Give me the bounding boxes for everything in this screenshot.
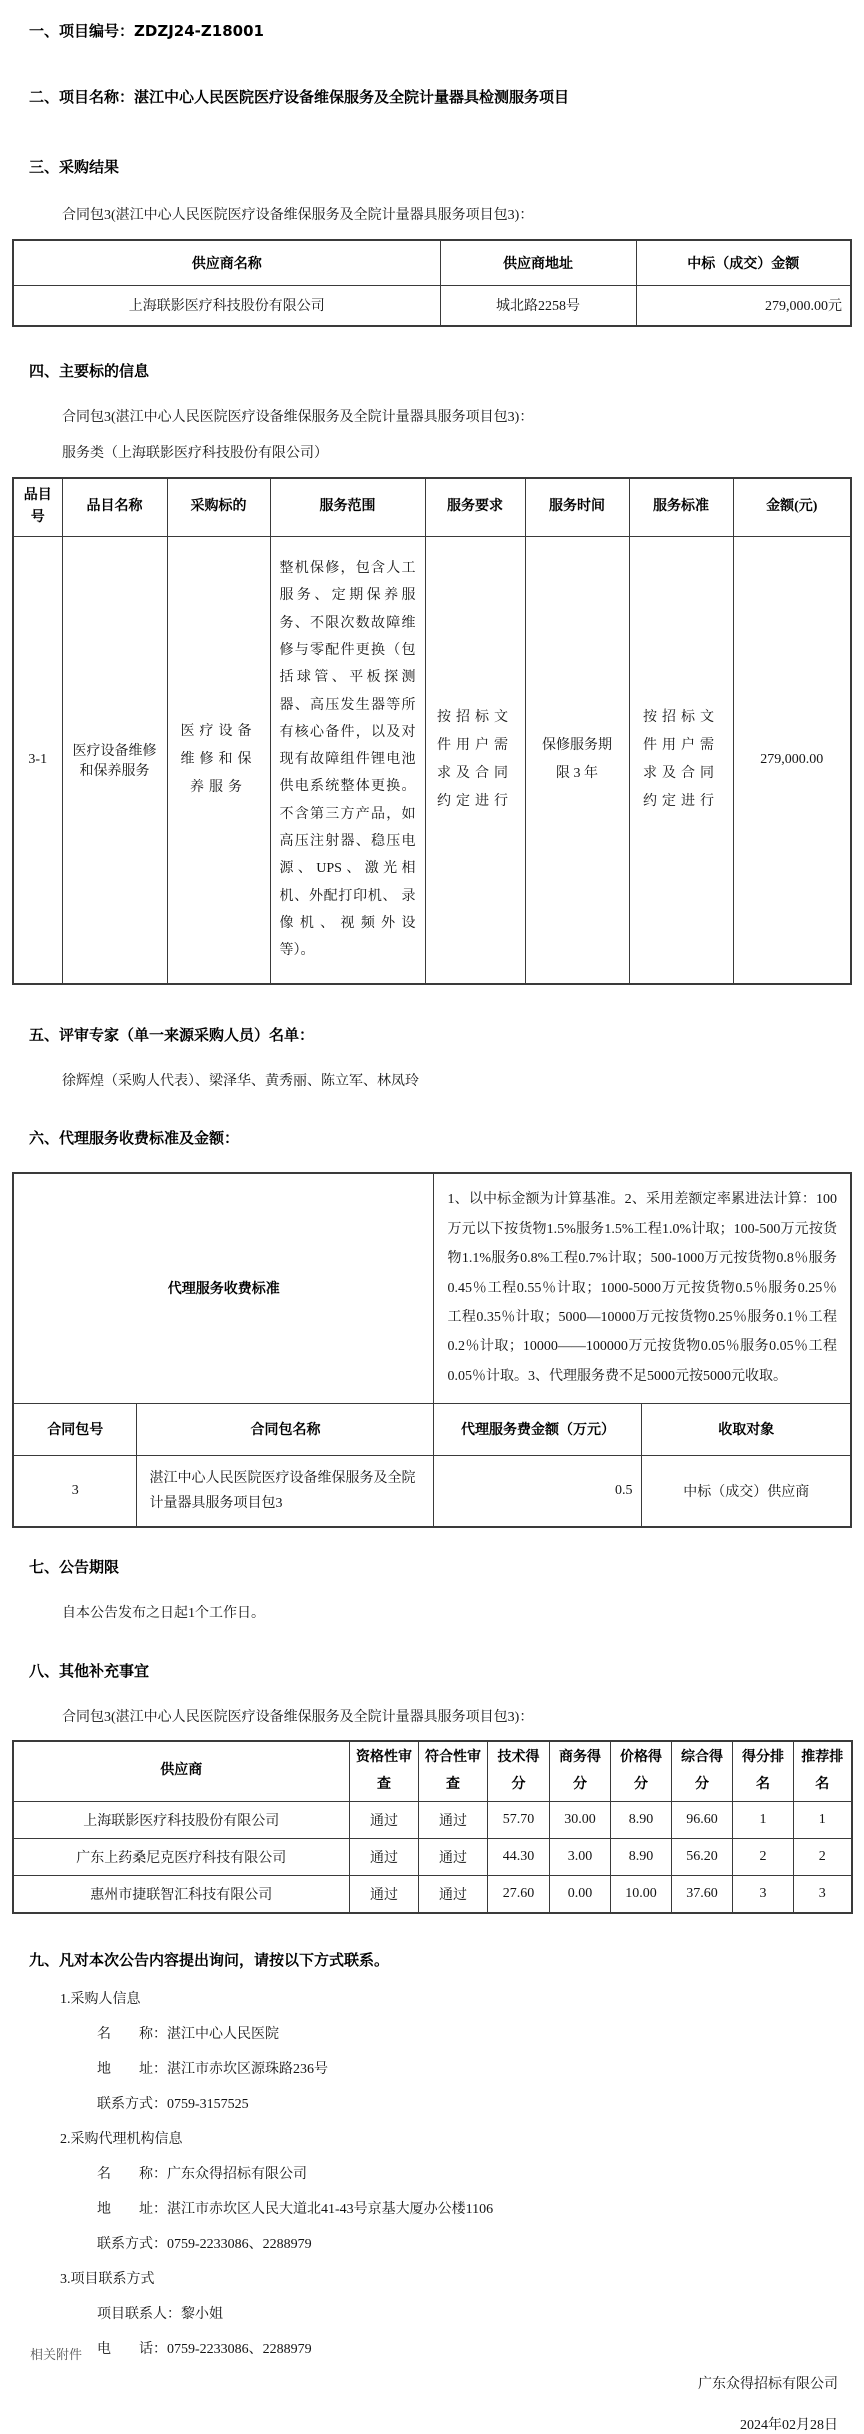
item-name-cell: 医疗设备维修和保养服务 [62,536,167,984]
technical-score-cell: 27.60 [488,1876,550,1913]
contract-package-line: 合同包3(湛江中心人民医院医疗设备维保服务及全院计量器具服务项目包3)： [62,1710,534,1725]
service-standard-cell: 按招标文件用户需求及合同约定进行 [629,536,733,984]
technical-score-cell: 44.30 [488,1839,550,1876]
supplier-result-table [12,239,852,327]
score-rank-cell: 3 [733,1876,794,1913]
technical-score-cell: 57.70 [488,1802,550,1839]
award-amount-cell: 279,000.00元 [636,286,851,326]
service-time-header: 服务时间 [525,478,629,536]
qualification-cell: 通过 [350,1802,419,1839]
fee-amount-header: 代理服务费金额（万元） [434,1403,642,1455]
agency-contact: 联系方式：0759-2233086、2288979 [97,2237,312,2253]
technical-score-header: 技术得分 [488,1741,550,1802]
service-scope-header: 服务范围 [270,478,425,536]
score-rank-header: 得分排名 [733,1741,794,1802]
recommend-rank-cell: 3 [794,1876,852,1913]
subject-detail-table [12,477,852,985]
service-time-cell: 保修服务期限 3 年 [525,536,629,984]
service-requirement-cell: 按招标文件用户需求及合同约定进行 [425,536,525,984]
buyer-name: 名 称：湛江中心人民医院 [97,2027,279,2043]
total-score-cell: 37.60 [672,1876,733,1913]
package-name-header: 合同包名称 [137,1403,434,1455]
table-header-row [13,1403,851,1455]
score-table [12,1740,853,1914]
supplier-address-cell: 城北路2258号 [440,286,636,326]
table-row [13,1455,851,1527]
project-number-heading: 一、项目编号：ZDZJ24-Z18001 [29,22,264,40]
recommend-rank-header: 推荐排名 [794,1741,852,1802]
table-row [13,1876,852,1913]
price-score-cell: 8.90 [611,1802,672,1839]
supplier-cell: 上海联影医疗科技股份有限公司 [13,1802,350,1839]
related-attachment-link[interactable]: 相关附件 [30,2347,83,2362]
price-score-cell: 10.00 [611,1876,672,1913]
qualification-cell: 通过 [350,1876,419,1913]
conformity-review-header: 符合性审查 [419,1741,488,1802]
announcement-period-body: 自本公告发布之日起1个工作日。 [62,1605,265,1621]
price-score-header: 价格得分 [611,1741,672,1802]
item-no-header: 品目号 [13,478,62,536]
table-row [13,286,851,326]
project-contact-person: 项目联系人：黎小姐 [97,2307,223,2323]
supplier-cell: 广东上药桑尼克医疗科技有限公司 [13,1839,350,1876]
amount-header: 金额(元) [733,478,851,536]
agency-address: 地 址：湛江市赤坎区人民大道北41-43号京基大厦办公楼1106 [97,2202,494,2218]
total-score-cell: 56.20 [672,1839,733,1876]
buyer-info-title: 1.采购人信息 [60,1992,141,2008]
agency-info-title: 2.采购代理机构信息 [60,2132,183,2148]
project-name-heading: 二、项目名称：湛江中心人民医院医疗设备维保服务及全院计量器具检测服务项目 [29,87,570,106]
supplementary-matters-heading: 八、其他补充事宜 [29,1661,150,1680]
agency-fee-table [12,1172,852,1528]
contract-package-line: 合同包3(湛江中心人民医院医疗设备维保服务及全院计量器具服务项目包3)： [62,207,534,223]
conformity-cell: 通过 [419,1802,488,1839]
buyer-address: 地 址：湛江市赤坎区源珠路236号 [97,2062,328,2078]
service-category-line: 服务类（上海联影医疗科技股份有限公司） [62,446,328,461]
supplier-name-header: 供应商名称 [13,240,440,286]
conformity-cell: 通过 [419,1876,488,1913]
project-contact-phone: 电 话：0759-2233086、2288979 [97,2342,312,2358]
table-row [13,1839,852,1876]
qualification-review-header: 资格性审查 [350,1741,419,1802]
supplier-cell: 惠州市捷联智汇科技有限公司 [13,1876,350,1913]
total-score-cell: 96.60 [672,1802,733,1839]
contract-package-line: 合同包3(湛江中心人民医院医疗设备维保服务及全院计量器具服务项目包3)： [62,410,534,425]
recommend-rank-cell: 2 [794,1839,852,1876]
table-row [13,536,851,984]
review-experts-names: 徐辉煌（采购人代表）、梁泽华、黄秀丽、陈立军、林凤玲 [62,1073,419,1089]
service-standard-header: 服务标准 [629,478,733,536]
table-header-row [13,240,851,286]
fee-payer-header: 收取对象 [642,1403,851,1455]
package-no-header: 合同包号 [13,1403,137,1455]
service-scope-cell: 整机保修，包含人工服务、定期保养服务、不限次数故障维修与零配件更换（包括球管、平板探测器、高压发生器等所有核心备件，以及对现有故障组件锂电池供电系统整体更换。不含第三方产品，如高压注射器、稳压电源、UPS、激光相 机、外配打印机、 录像机、视频外设 等）。 [270,536,425,984]
contact-section-heading: 九、凡对本次公告内容提出询问，请按以下方式联系。 [29,1950,390,1969]
award-amount-header: 中标（成交）金额 [636,240,851,286]
signature-company: 广东众得招标有限公司 [698,2377,838,2393]
business-score-cell: 3.00 [550,1839,611,1876]
procurement-target-header: 采购标的 [167,478,270,536]
business-score-cell: 30.00 [550,1802,611,1839]
fee-standard-row [13,1173,851,1403]
business-score-cell: 0.00 [550,1876,611,1913]
review-experts-heading: 五、评审专家（单一来源采购人员）名单： [29,1026,315,1044]
service-requirement-header: 服务要求 [425,478,525,536]
table-header-row [13,478,851,536]
agency-fee-heading: 六、代理服务收费标准及金额： [29,1128,240,1147]
package-name-cell: 湛江中心人民医院医疗设备维保服务及全院计量器具服务项目包3 [137,1455,434,1527]
conformity-cell: 通过 [419,1839,488,1876]
signature-date: 2024年02月28日 [740,2418,838,2434]
business-score-header: 商务得分 [550,1741,611,1802]
fee-standard-label-cell: 代理服务收费标准 [13,1173,434,1403]
item-name-header: 品目名称 [62,478,167,536]
main-subject-heading: 四、主要标的信息 [29,361,150,380]
table-header-row [13,1741,852,1802]
fee-payer-cell: 中标（成交）供应商 [642,1455,851,1527]
qualification-cell: 通过 [350,1839,419,1876]
procurement-result-heading: 三、采购结果 [29,158,120,176]
project-contact-title: 3.项目联系方式 [60,2272,155,2288]
recommend-rank-cell: 1 [794,1802,852,1839]
total-score-header: 综合得分 [672,1741,733,1802]
announcement-period-heading: 七、公告期限 [29,1558,120,1576]
supplier-address-header: 供应商地址 [440,240,636,286]
supplier-name-cell: 上海联影医疗科技股份有限公司 [13,286,440,326]
procurement-target-cell: 医疗设备维修和保养服务 [167,536,270,984]
package-no-cell: 3 [13,1455,137,1527]
score-rank-cell: 2 [733,1839,794,1876]
fee-standard-text-cell: 1、以中标金额为计算基准。2、采用差额定率累进法计算：100万元以下按货物1.5%服务1.5%工程1.0%计取；100-500万元按货物1.1%服务0.8%工程0.7%计取；500-1000万元按货物0.8％服务0.45％工程0.55％计取；1000-5000万元按货物0.5％服务0.25％工程0.35％计取；5000—10000万元按货物0.25％服务0.1％工程0.2％计取；10000——100000万元按货物0.05％服务0.05％工程0.05％计取。3、代理服务费不足5000元按5000元收取。 [434,1173,851,1403]
agency-name: 名 称：广东众得招标有限公司 [97,2167,307,2183]
table-row [13,1802,852,1839]
price-score-cell: 8.90 [611,1839,672,1876]
score-rank-cell: 1 [733,1802,794,1839]
supplier-header: 供应商 [13,1741,350,1802]
fee-amount-cell: 0.5 [434,1455,642,1527]
buyer-contact: 联系方式：0759-3157525 [97,2097,249,2113]
amount-cell: 279,000.00 [733,536,851,984]
item-no-cell: 3-1 [13,536,62,984]
